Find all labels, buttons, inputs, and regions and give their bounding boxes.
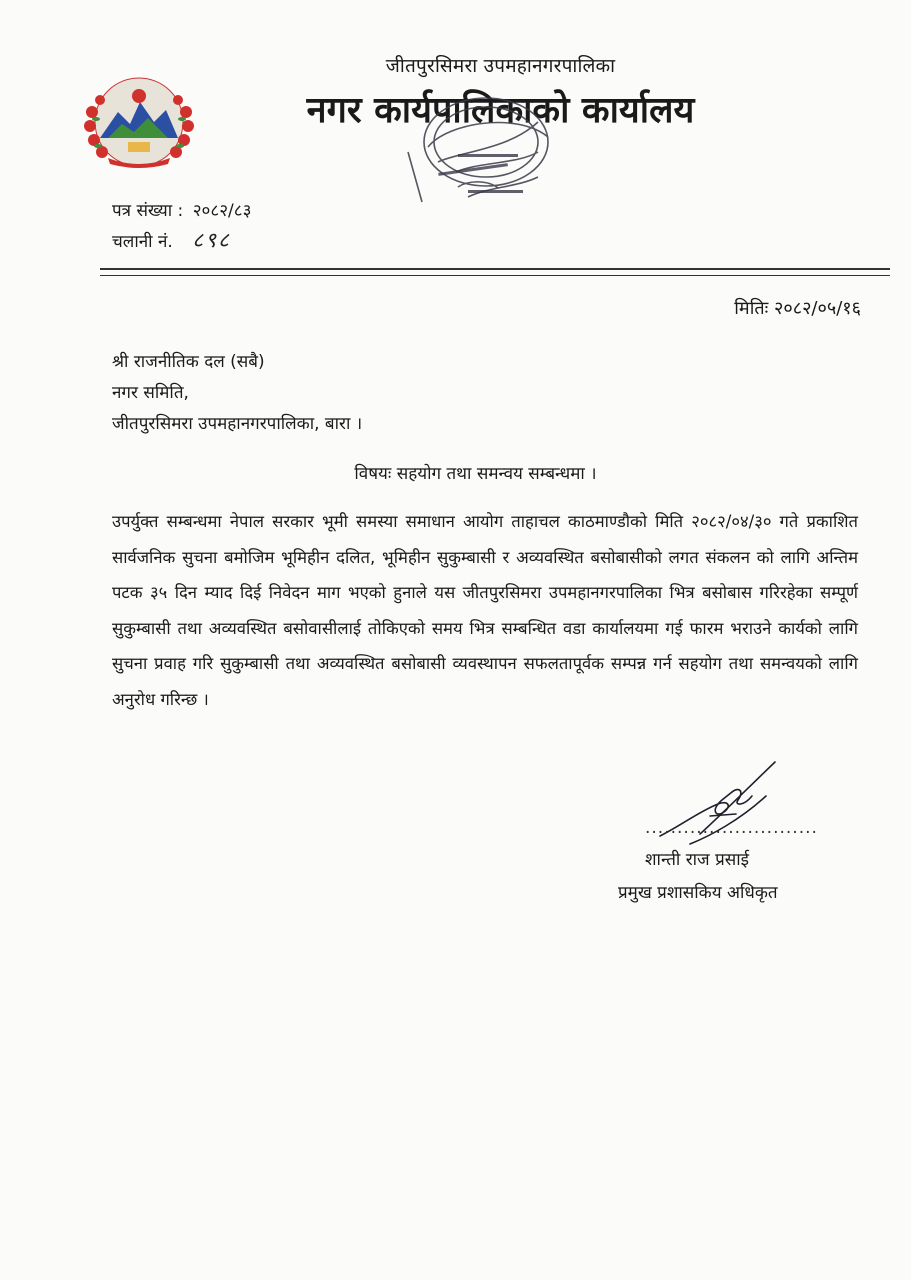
office-title: नगर कार्यपालिकाको कार्यालय — [306, 90, 695, 131]
reference-block — [112, 197, 251, 257]
handwritten-signature-icon — [640, 756, 790, 856]
subject-line: विषयः सहयोग तथा समन्वय सम्बन्धमा । — [354, 464, 597, 484]
date-value: २०८२/०५/१६ — [773, 298, 861, 319]
addressee-line-3: जीतपुरसिमरा उपमहानगरपालिका, बारा । — [112, 414, 363, 434]
letter-body: उपर्युक्त सम्बन्धमा नेपाल सरकार भूमी समस्या समाधान आयोग ताहाचल काठमाण्डौको मिति २०८२/०४/३० गते प्रकाशित सार्वजनिक सुचना बमोजिम भूमिहीन दलित, भूमिहीन सुकुम्बासी र अव्यवस्थित बसोबासीको लगत संकलन को लागि अन्तिम पटक ३५ दिन म्याद दिई निवेदन माग भएको हुनाले यस जीतपुरसिमरा उपमहानगरपालिका भित्र बसोबास गरिरहेका सम्पूर्ण सुकुम्बासी तथा अव्यवस्थित बसोवासीलाई तोकिएको समय भित्र सम्बन्धित वडा कार्यालयमा गई फारम भराउने कार्यको लागि सुचना प्रवाह गरि सुकुम्बासी तथा अव्यवस्थित बसोबासी व्यवस्थापन सफलतापूर्वक सम्पन्न गर्न सहयोग तथा समन्वयको लागि अनुरोध गरिन्छ । — [112, 512, 858, 709]
signatory-name: शान्ती राज प्रसाई — [645, 850, 749, 870]
letter-date — [734, 296, 861, 320]
municipality-name: जीतपुरसिमरा उपमहानगरपालिका — [385, 55, 616, 77]
signature-dotted-line: ........................... — [645, 818, 818, 838]
signatory-title: प्रमुख प्रशासकिय अधिकृत — [618, 883, 778, 903]
addressee-block — [112, 347, 362, 440]
date-label: मितिः — [734, 298, 769, 319]
dispatch-number-label: चलानी नं. — [112, 232, 173, 252]
office-stamp-icon — [398, 92, 568, 217]
letter-number-row — [112, 197, 251, 226]
header-divider-top — [100, 268, 890, 270]
header-divider-bottom — [100, 275, 890, 276]
addressee-line-2: नगर समिति, — [112, 383, 189, 403]
letter-number-value: २०८२/८३ — [192, 201, 252, 221]
letter-number-label: पत्र संख्या : — [112, 201, 184, 221]
dispatch-number-row — [112, 226, 251, 257]
dispatch-number-value: ८९८ — [192, 228, 231, 252]
addressee-line-1: श्री राजनीतिक दल (सबै) — [112, 352, 265, 372]
